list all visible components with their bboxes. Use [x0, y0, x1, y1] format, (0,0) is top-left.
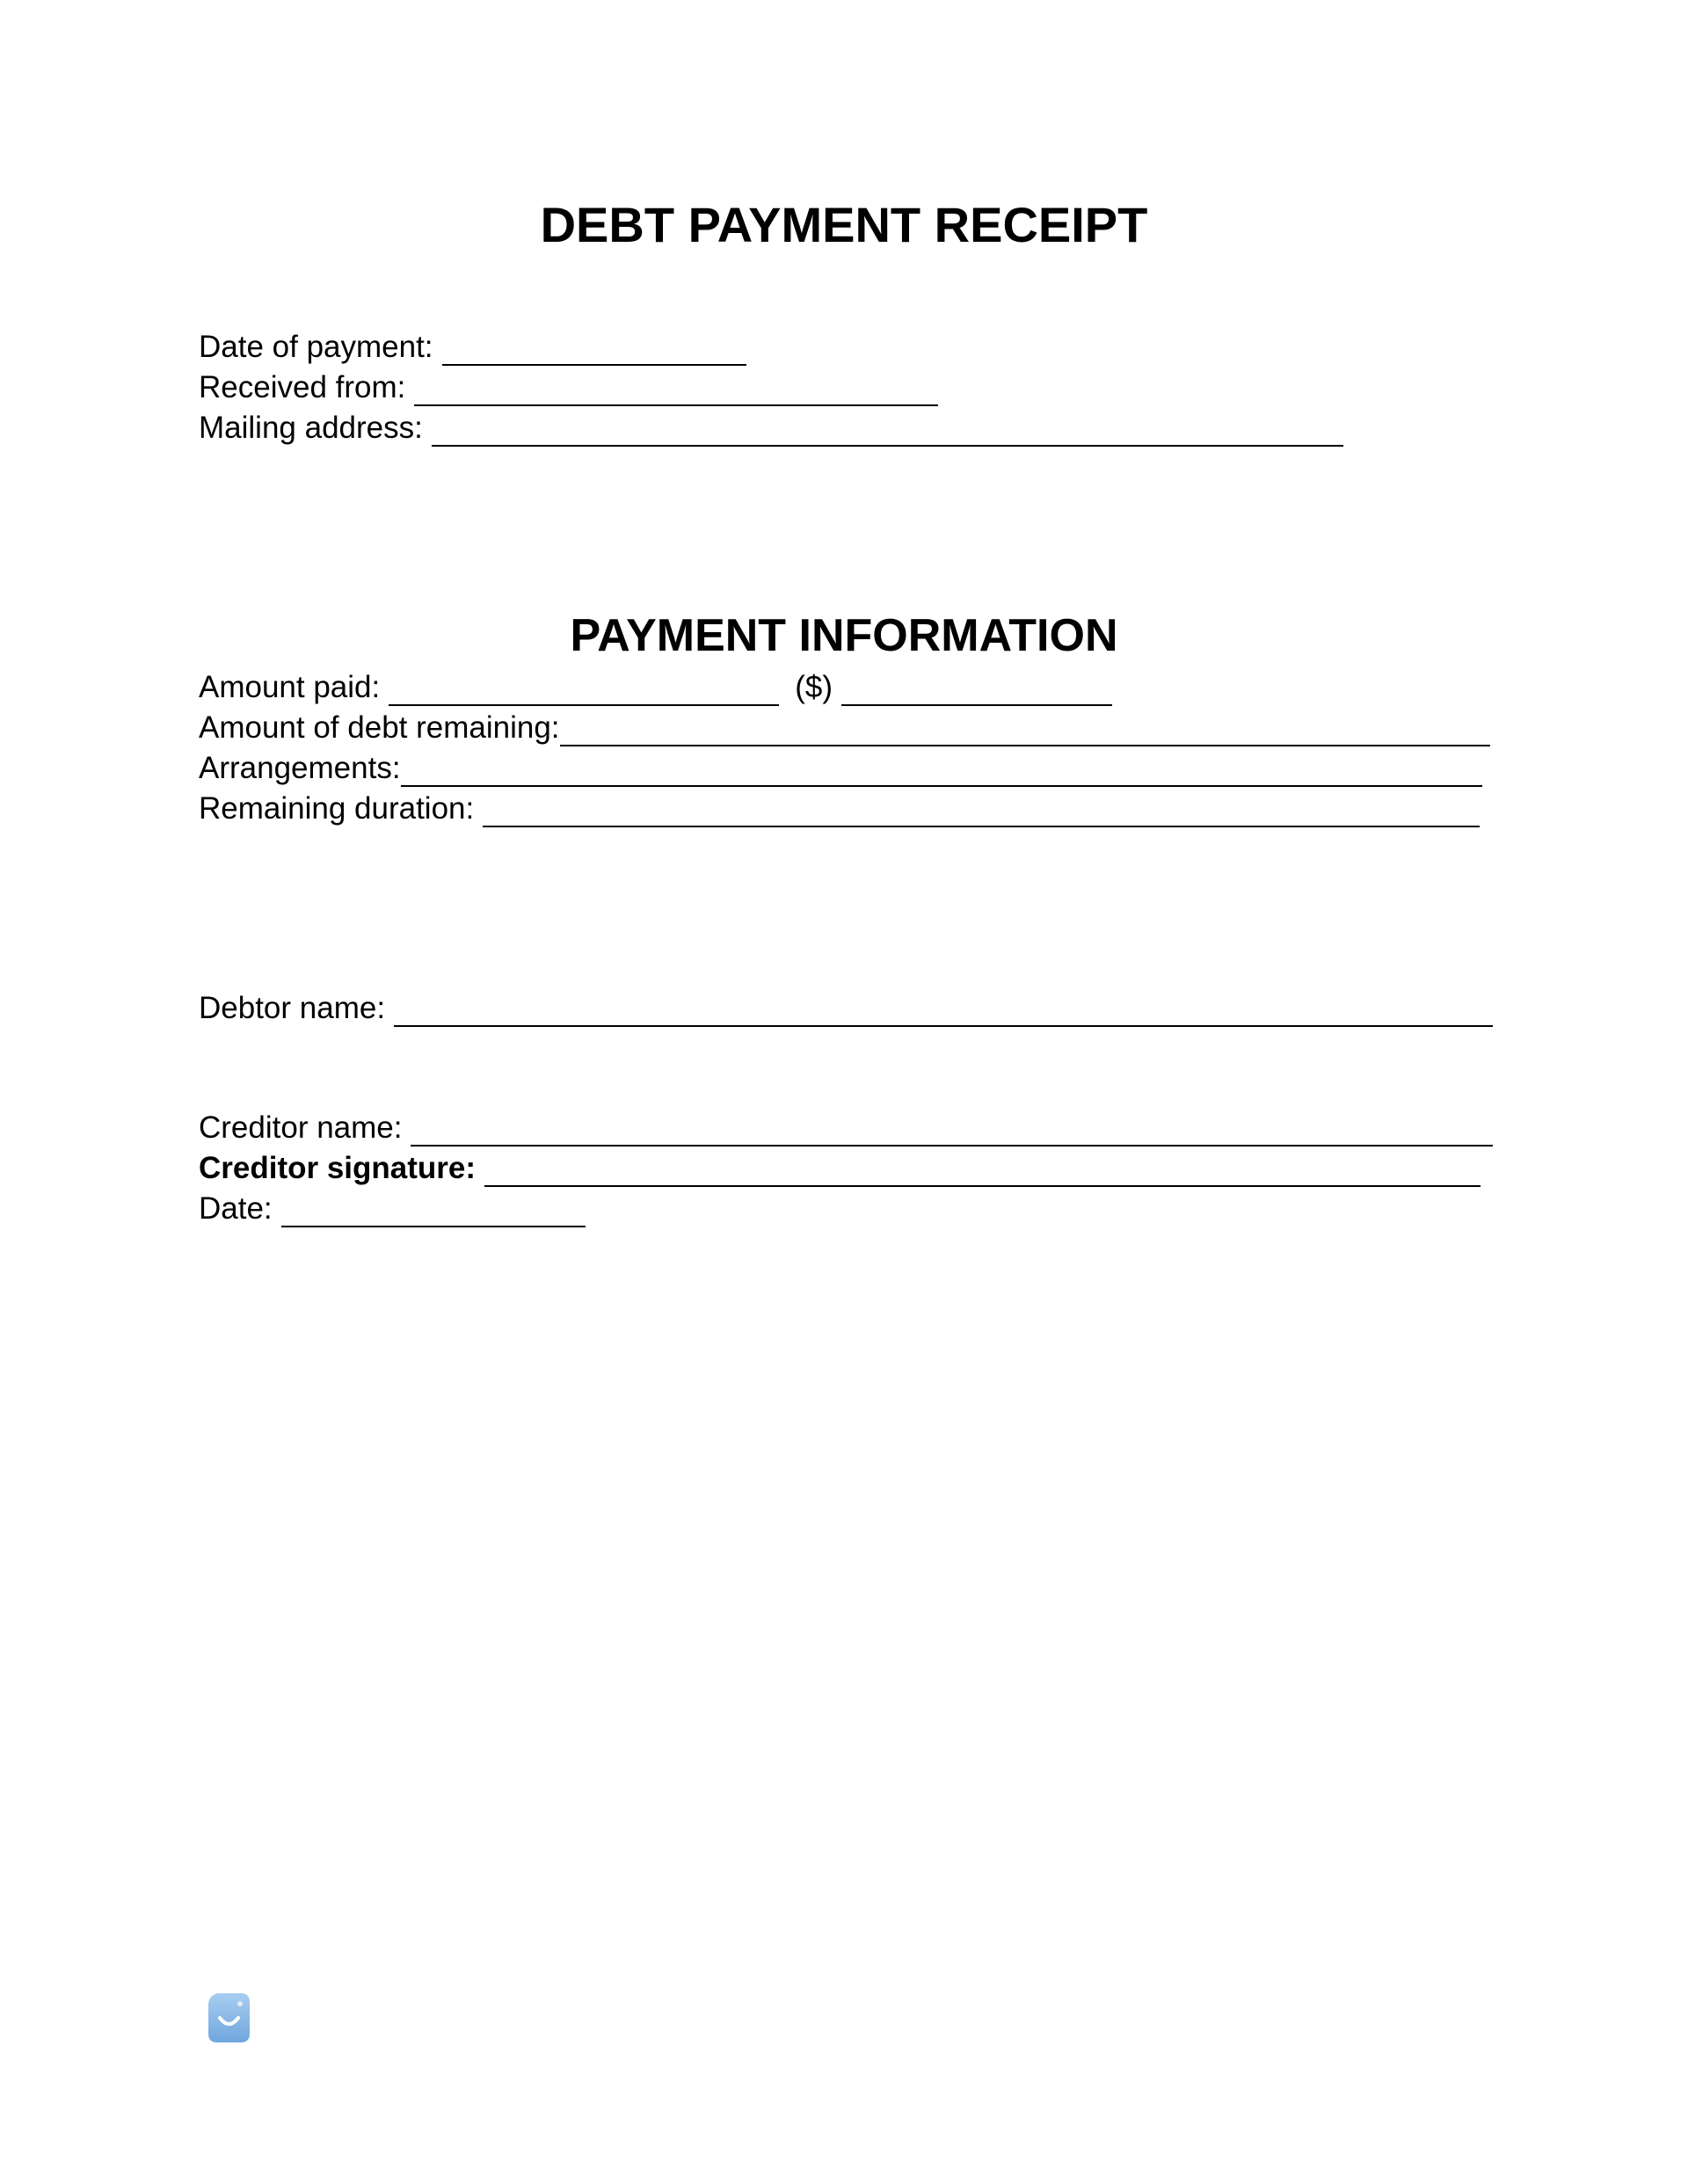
mailing-address-row [199, 406, 1343, 447]
arrangements-row [199, 746, 1482, 787]
amount-remaining-row [199, 706, 1490, 746]
date-of-payment-label: Date of payment: [199, 330, 433, 364]
date-row [199, 1187, 586, 1227]
mailing-address-field[interactable] [432, 444, 1343, 447]
mailing-address-label: Mailing address: [199, 411, 423, 445]
amount-remaining-label: Amount of debt remaining: [199, 710, 560, 745]
creditor-signature-field[interactable] [484, 1184, 1481, 1187]
date-of-payment-row [199, 325, 746, 366]
date-field[interactable] [281, 1225, 586, 1227]
payment-information-heading: PAYMENT INFORMATION [570, 610, 1118, 661]
creditor-name-label: Creditor name: [199, 1110, 403, 1145]
remaining-duration-field[interactable] [483, 825, 1480, 827]
debtor-name-field[interactable] [394, 1024, 1493, 1027]
debtor-name-label: Debtor name: [199, 991, 386, 1025]
creditor-signature-row [199, 1147, 1481, 1187]
amount-paid-row [199, 666, 1112, 706]
smiley-logo-icon [208, 1993, 250, 2042]
received-from-row [199, 366, 938, 406]
arrangements-label: Arrangements: [199, 751, 401, 785]
currency-symbol: ($) [795, 670, 833, 704]
creditor-signature-label: Creditor signature: [199, 1151, 477, 1185]
received-from-label: Received from: [199, 370, 406, 404]
amount-paid-label: Amount paid: [199, 670, 381, 704]
document-title: DEBT PAYMENT RECEIPT [540, 197, 1148, 252]
remaining-duration-label: Remaining duration: [199, 791, 475, 826]
creditor-name-row [199, 1106, 1493, 1147]
date-label: Date: [199, 1191, 273, 1226]
debtor-name-row [199, 986, 1493, 1027]
remaining-duration-row [199, 787, 1480, 827]
